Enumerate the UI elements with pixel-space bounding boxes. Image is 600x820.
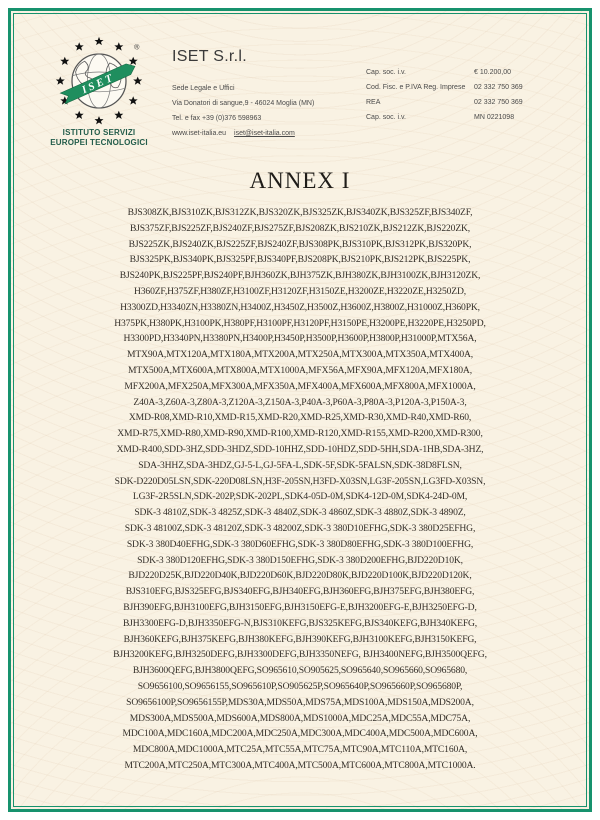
code-line: SO9656100,SO9656155,SO965610P,SO905625P,SO965640P,SO965660P,SO965680P, xyxy=(137,680,463,692)
code-line: BJH3300EFG-D,BJH3350EFG-N,BJS310KEFG,BJS325KEFG,BJS340KEFG,BJH340KEFG, xyxy=(122,617,478,629)
logo-caption-line2: EUROPEI TECNOLOGICI xyxy=(50,138,148,147)
logo-brand-text: ISET xyxy=(80,71,117,97)
code-line: SDA-3HHZ,SDA-3HDZ,GJ-5-L,GJ-5FA-L,SDK-5F,SDK-5FALSN,SDK-38D8FLSN, xyxy=(138,459,462,471)
globe-stars-logo-icon xyxy=(53,36,145,126)
model-code-list xyxy=(0,205,600,774)
code-line: MTX500A,MTX600A,MTX800A,MTX1000A,MFX56A,MFX90A,MFX120A,MFX180A, xyxy=(128,364,472,376)
code-line: BJH3200KEFG,BJH3250DEFG,BJH3300DEFG,BJH3350NEFG, BJH3400NEFG,BJH3500QEFG, xyxy=(113,649,487,661)
code-line: Z40A-3,Z60A-3,Z80A-3,Z120A-3,Z150A-3,P40A-3,P60A-3,P80A-3,P120A-3,P150A-3, xyxy=(133,396,467,408)
code-line: MDS300A,MDS500A,MDS600A,MDS800A,MDS1000A,MDC25A,MDC55A,MDC75A, xyxy=(129,712,471,724)
code-line: LG3F-2R5SLN,SDK-202P,SDK-202PL,SDK4-05D-0M,SDK4-12D-0M,SDK4-24D-0M, xyxy=(132,491,468,503)
code-line: BJS308ZK,BJS310ZK,BJS312ZK,BJS320ZK,BJS325ZK,BJS340ZK,BJS325ZF,BJS340ZF, xyxy=(127,207,473,218)
letterhead xyxy=(40,34,574,164)
code-line: MDC800A,MDC1000A,MTC25A,MTC55A,MTC75A,MTC90A,MTC110A,MTC160A, xyxy=(132,744,468,756)
registry-row xyxy=(366,80,574,95)
company-web-line xyxy=(172,126,366,141)
code-line: BJH360KEFG,BJH375KEFG,BJH380KEFG,BJH390KEFG,BJH3100KEFG,BJH3150KEFG, xyxy=(123,633,477,645)
code-line: H3300PD,H3340PN,H3380PN,H3400P,H3450P,H3500P,H3600P,H3800P,H31000P,MTX56A, xyxy=(123,333,477,345)
registry-label: Cod. Fisc. e P.IVA Reg. Imprese xyxy=(366,84,466,91)
code-line: SO9656100P,SO9656155P,MDS30A,MDS50A,MDS75A,MDS100A,MDS150A,MDS200A, xyxy=(126,696,474,708)
registry-label: Cap. soc. i.v. xyxy=(366,114,406,121)
registry-value: MN 0221098 xyxy=(474,114,515,121)
code-line: MFX200A,MFX250A,MFX300A,MFX350A,MFX400A,MFX600A,MFX800A,MFX1000A, xyxy=(124,380,476,392)
code-line: MTC200A,MTC250A,MTC300A,MTC400A,MTC500A,MTC600A,MTC800A,MTC1000A. xyxy=(124,759,476,771)
code-line: SDK-3 4810Z,SDK-3 4825Z,SDK-3 4840Z,SDK-3 4860Z,SDK-3 4880Z,SDK-3 4890Z, xyxy=(134,507,466,519)
page-title: ANNEX I xyxy=(249,168,351,193)
code-line: BJS325PK,BJS340PK,BJS325PF,BJS340PF,BJS208PK,BJS210PK,BJS212PK,BJS225PK, xyxy=(129,254,471,266)
registry-row xyxy=(366,110,574,125)
code-line: BJD220D25K,BJD220D40K,BJD220D60K,BJD220D80K,BJD220D100K,BJD220D120K, xyxy=(128,570,472,582)
code-line: XMD-R400,SDD-3HZ,SDD-3HDZ,SDD-10HHZ,SDD-10HDZ,SDD-5HH,SDA-1HB,SDA-3HZ, xyxy=(116,443,484,455)
company-address-line: Via Donatori di sangue,9 - 46024 Moglia (MN) xyxy=(172,100,315,107)
registry-row xyxy=(366,65,574,80)
code-line: BJH390EFG,BJH3100EFG,BJH3150EFG,BJH3150EFG-E,BJH3200EFG-E,BJH3250EFG-D, xyxy=(123,601,477,613)
company-info xyxy=(158,34,366,164)
code-line: H375PK,H380PK,H3100PK,H380PF,H3100PF,H3120PF,H3150PE,H3200PE,H3220PE,H3250PD, xyxy=(114,317,486,329)
email-link[interactable]: iset@iset-italia.com xyxy=(234,130,295,137)
registry-value: 02 332 750 369 xyxy=(474,84,523,91)
registry-label: REA xyxy=(366,99,381,106)
company-name: ISET S.r.l. xyxy=(172,48,248,65)
code-line: BJH3600QEFG,BJH3800QEFG,SO965610,SO905625,SO965640,SO965660,SO965680, xyxy=(132,665,468,677)
code-line: BJS225ZK,BJS240ZK,BJS225ZF,BJS240ZF,BJS308PK,BJS310PK,BJS312PK,BJS320PK, xyxy=(128,238,472,250)
code-line: H3300ZD,H3340ZN,H3380ZN,H3400Z,H3450Z,H3500Z,H3600Z,H3800Z,H31000Z,H360PK, xyxy=(120,301,480,313)
code-line: BJS310EFG,BJS325EFG,BJS340EFG,BJH340EFG,BJH360EFG,BJH375EFG,BJH380EFG, xyxy=(125,586,475,598)
code-line: XMD-R75,XMD-R80,XMD-R90,XMD-R100,XMD-R120,XMD-R155,XMD-R200,XMD-R300, xyxy=(117,428,483,440)
code-line: SDK-D220D05LSN,SDK-220D08LSN,H3F-205SN,H3FD-X03SN,LG3F-205SN,LG3FD-X03SN, xyxy=(114,475,486,487)
code-line: MDC100A,MDC160A,MDC200A,MDC250A,MDC300A,MDC400A,MDC500A,MDC600A, xyxy=(122,728,478,740)
registry-value: 02 332 750 369 xyxy=(474,99,523,106)
code-line: BJS375ZF,BJS225ZF,BJS240ZF,BJS275ZF,BJS208ZK,BJS210ZK,BJS212ZK,BJS220ZK, xyxy=(129,222,471,234)
code-line: BJS240PK,BJS225PF,BJS240PF,BJH360ZK,BJH375ZK,BJH380ZK,BJH3100ZK,BJH3120ZK, xyxy=(119,270,481,282)
code-line: MTX90A,MTX120A,MTX180A,MTX200A,MTX250A,MTX300A,MTX350A,MTX400A, xyxy=(126,349,474,361)
registry-row xyxy=(366,95,574,110)
company-logo xyxy=(40,34,158,164)
code-line: XMD-R08,XMD-R10,XMD-R15,XMD-R20,XMD-R25,XMD-R30,XMD-R40,XMD-R60, xyxy=(128,412,472,424)
registry-label: Cap. soc. i.v. xyxy=(366,69,406,76)
code-line: SDK-3 380D40EFHG,SDK-3 380D60EFHG,SDK-3 380D80EFHG,SDK-3 380D100EFHG, xyxy=(126,538,474,550)
website-link[interactable]: www.iset-italia.eu xyxy=(172,130,227,137)
registered-trademark-symbol: ® xyxy=(134,42,140,52)
company-office-line: Sede Legale e Uffici xyxy=(172,85,235,92)
registry-value: € 10.200,00 xyxy=(474,69,511,76)
code-line: H360ZF,H375ZF,H380ZF,H3100ZF,H3120ZF,H3150ZE,H3200ZE,H3220ZE,H3250ZD, xyxy=(134,285,466,297)
logo-caption-line1: ISTITUTO SERVIZI xyxy=(62,128,136,137)
code-line: SDK-3 380D120EFHG,SDK-3 380D150EFHG,SDK-3 380D200EFHG,BJD220D10K, xyxy=(137,554,463,566)
code-line: SDK-3 48100Z,SDK-3 48120Z,SDK-3 48200Z,SDK-3 380D10EFHG,SDK-3 380D25EFHG, xyxy=(124,522,476,534)
company-phone-line: Tel. e fax +39 (0)376 598963 xyxy=(172,115,262,122)
logo-caption xyxy=(40,128,158,148)
company-registry xyxy=(366,34,574,164)
